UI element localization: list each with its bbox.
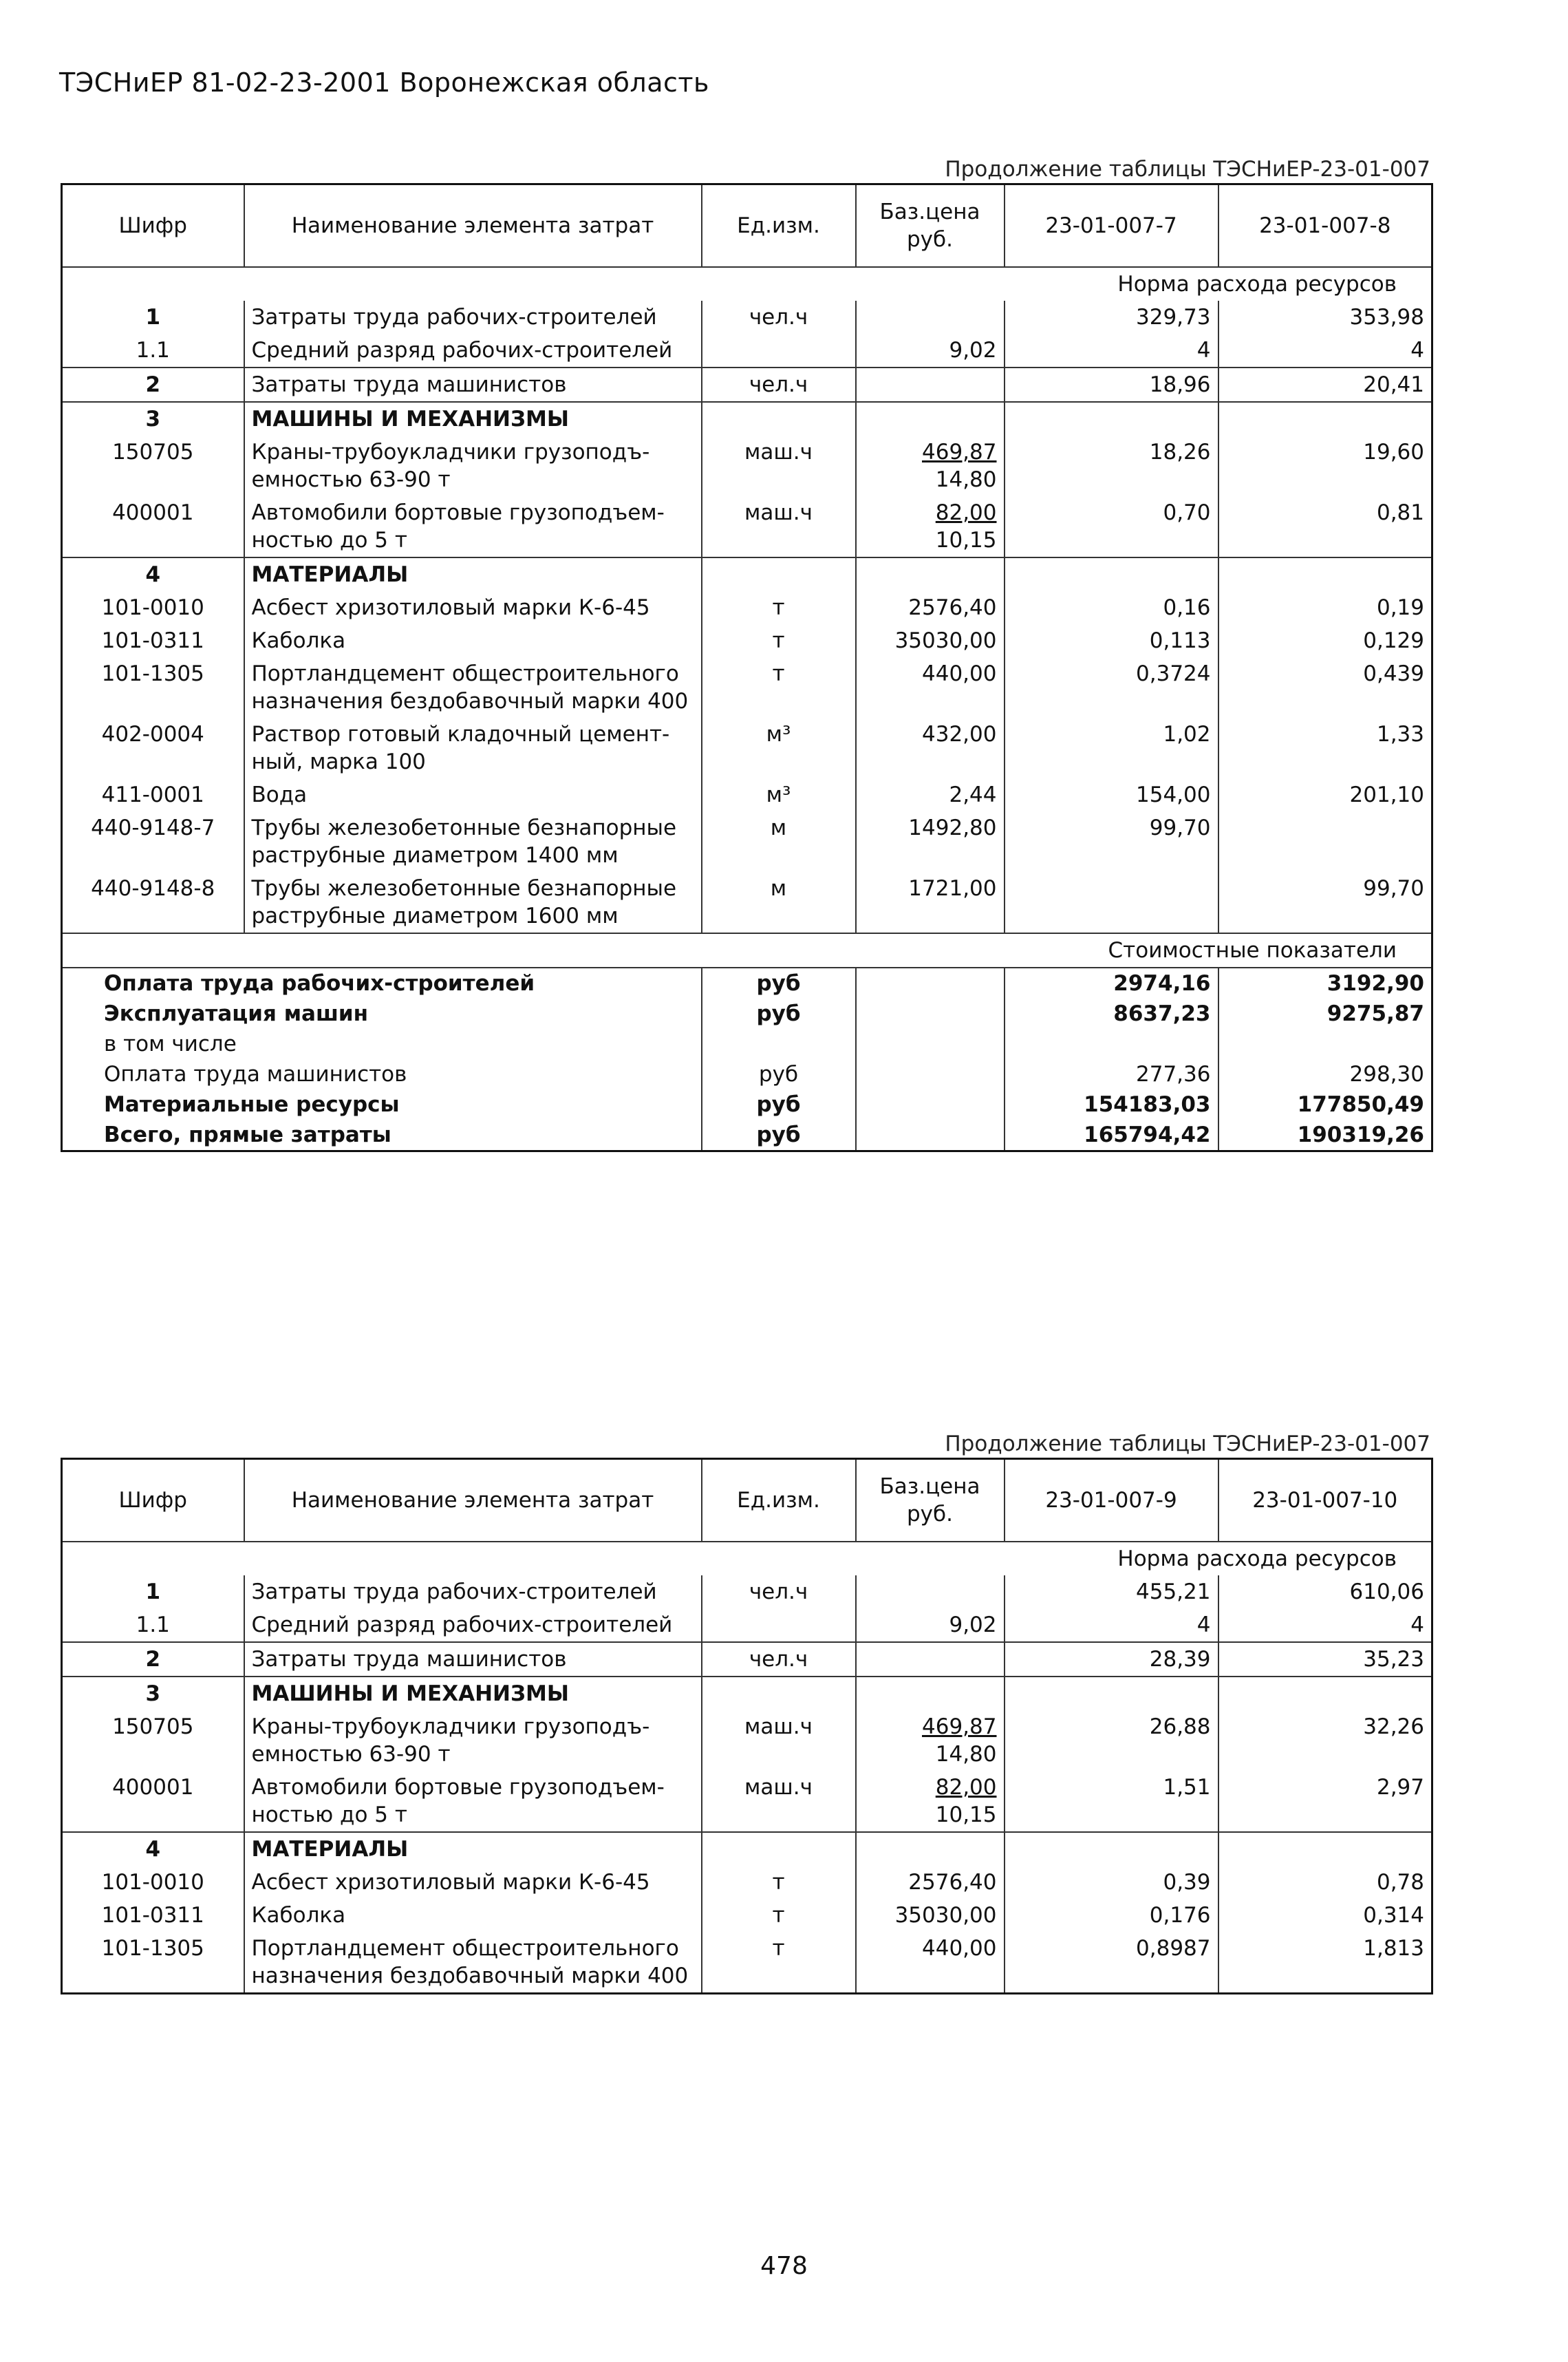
row-unit: маш.ч xyxy=(702,436,856,496)
row-unit xyxy=(702,1608,856,1642)
row-value-b: 32,26 xyxy=(1218,1710,1432,1771)
row-value-b: 2,97 xyxy=(1218,1771,1432,1832)
continuation-title-1: Продолжение таблицы ТЭСНиЕР-23-01-007 xyxy=(945,157,1430,182)
row-code: 2 xyxy=(62,1642,244,1677)
row-code: 411-0001 xyxy=(62,778,244,811)
row-price: 440,00 xyxy=(856,657,1005,718)
empty-cell xyxy=(856,1677,1005,1710)
row-unit: м³ xyxy=(702,778,856,811)
row-price xyxy=(856,436,1005,496)
row-value-b: 0,314 xyxy=(1218,1899,1432,1932)
total-label: Эксплуатация машин xyxy=(62,999,702,1029)
total-row xyxy=(62,1089,1432,1120)
empty-cell xyxy=(1218,557,1432,591)
row-code: 101-0010 xyxy=(62,591,244,624)
row-code: 101-0311 xyxy=(62,624,244,657)
row-value-b: 0,78 xyxy=(1218,1866,1432,1899)
col-header-b: 23-01-007-10 xyxy=(1218,1459,1432,1542)
row-unit xyxy=(702,334,856,368)
row-code: 400001 xyxy=(62,496,244,557)
row-code: 3 xyxy=(62,1677,244,1710)
row-code: 150705 xyxy=(62,1710,244,1771)
row-name: Затраты труда рабочих-строителей xyxy=(244,301,702,334)
price-wage: 10,15 xyxy=(935,528,997,553)
empty-cell xyxy=(702,1832,856,1866)
cost-label: Стоимостные показатели xyxy=(62,933,1432,968)
section-row xyxy=(62,1677,1432,1710)
col-header-code: Шифр xyxy=(62,184,244,268)
row-code: 3 xyxy=(62,402,244,436)
row-price: 9,02 xyxy=(856,334,1005,368)
row-unit: чел.ч xyxy=(702,1642,856,1677)
row-value-a: 4 xyxy=(1005,334,1218,368)
row-code: 101-1305 xyxy=(62,657,244,718)
row-unit: т xyxy=(702,624,856,657)
row-value-a: 4 xyxy=(1005,1608,1218,1642)
continuation-title-2: Продолжение таблицы ТЭСНиЕР-23-01-007 xyxy=(945,1432,1430,1456)
total-row xyxy=(62,1029,1432,1059)
section-title: МАШИНЫ И МЕХАНИЗМЫ xyxy=(244,402,702,436)
row-price xyxy=(856,1771,1005,1832)
row-name: Каболка xyxy=(244,624,702,657)
norma-label: Норма расхода ресурсов xyxy=(62,1542,1432,1575)
price-value: 82,00 xyxy=(935,500,997,525)
row-unit: т xyxy=(702,657,856,718)
table-row xyxy=(62,778,1432,811)
row-value-a: 0,3724 xyxy=(1005,657,1218,718)
row-value-b: 610,06 xyxy=(1218,1575,1432,1608)
row-unit: маш.ч xyxy=(702,1710,856,1771)
total-row xyxy=(62,968,1432,999)
table-row xyxy=(62,436,1432,496)
empty-cell xyxy=(1005,1677,1218,1710)
row-price xyxy=(856,1642,1005,1677)
total-value-b: 3192,90 xyxy=(1218,968,1432,999)
row-price xyxy=(856,496,1005,557)
row-unit: маш.ч xyxy=(702,496,856,557)
col-header-code: Шифр xyxy=(62,1459,244,1542)
total-value-b: 190319,26 xyxy=(1218,1120,1432,1151)
row-value-a: 18,26 xyxy=(1005,436,1218,496)
section-row xyxy=(62,402,1432,436)
row-unit: т xyxy=(702,1899,856,1932)
table-row xyxy=(62,1932,1432,1994)
cost-row xyxy=(62,933,1432,968)
section-title: МАТЕРИАЛЫ xyxy=(244,1832,702,1866)
row-value-a: 0,16 xyxy=(1005,591,1218,624)
row-value-a: 99,70 xyxy=(1005,811,1218,872)
table-body-1 xyxy=(62,267,1432,933)
total-value-a: 154183,03 xyxy=(1005,1089,1218,1120)
col-header-unit: Ед.изм. xyxy=(702,184,856,268)
row-value-b: 4 xyxy=(1218,334,1432,368)
table-row xyxy=(62,496,1432,557)
row-value-b: 0,129 xyxy=(1218,624,1432,657)
empty-cell xyxy=(856,1120,1005,1151)
empty-cell xyxy=(702,1677,856,1710)
total-value-a: 2974,16 xyxy=(1005,968,1218,999)
table-row xyxy=(62,1608,1432,1642)
empty-cell xyxy=(1218,402,1432,436)
price-wage: 14,80 xyxy=(935,1742,997,1767)
table-row xyxy=(62,334,1432,368)
col-header-name: Наименование элемента затрат xyxy=(244,184,702,268)
row-unit: маш.ч xyxy=(702,1771,856,1832)
row-name: Трубы железобетонные безнапорные раструбные диаметром 1400 мм xyxy=(244,811,702,872)
row-unit: м xyxy=(702,811,856,872)
total-label: Всего, прямые затраты xyxy=(62,1120,702,1151)
table-header-row xyxy=(62,184,1432,268)
empty-cell xyxy=(702,402,856,436)
empty-cell xyxy=(856,1029,1005,1059)
empty-cell xyxy=(856,968,1005,999)
row-code: 101-1305 xyxy=(62,1932,244,1994)
row-name: Автомобили бортовые грузоподъем-ностью до 5 т xyxy=(244,1771,702,1832)
row-value-a: 0,8987 xyxy=(1005,1932,1218,1994)
section-row xyxy=(62,1832,1432,1866)
row-name: Каболка xyxy=(244,1899,702,1932)
table-row xyxy=(62,624,1432,657)
empty-cell xyxy=(1218,1677,1432,1710)
table-row xyxy=(62,1866,1432,1899)
row-price xyxy=(856,1575,1005,1608)
row-value-a: 0,176 xyxy=(1005,1899,1218,1932)
row-price: 2,44 xyxy=(856,778,1005,811)
empty-cell xyxy=(856,999,1005,1029)
row-unit: чел.ч xyxy=(702,1575,856,1608)
totals-body-1 xyxy=(62,933,1432,1151)
row-value-a: 18,96 xyxy=(1005,368,1218,402)
table-row xyxy=(62,1899,1432,1932)
empty-cell xyxy=(856,1832,1005,1866)
price-value: 469,87 xyxy=(922,1714,997,1739)
table-row xyxy=(62,718,1432,778)
total-unit: руб xyxy=(702,968,856,999)
row-name: Раствор готовый кладочный цемент-ный, марка 100 xyxy=(244,718,702,778)
row-price: 1721,00 xyxy=(856,872,1005,933)
empty-cell xyxy=(702,557,856,591)
col-header-unit: Ед.изм. xyxy=(702,1459,856,1542)
row-value-a: 0,70 xyxy=(1005,496,1218,557)
row-code: 101-0311 xyxy=(62,1899,244,1932)
norma-row xyxy=(62,267,1432,301)
row-name: Портландцемент общестроительного назначения бездобавочный марки 400 xyxy=(244,1932,702,1994)
row-name: Затраты труда рабочих-строителей xyxy=(244,1575,702,1608)
table-row xyxy=(62,811,1432,872)
total-value-a xyxy=(1005,1029,1218,1059)
row-code: 4 xyxy=(62,557,244,591)
row-value-b: 4 xyxy=(1218,1608,1432,1642)
total-value-a: 277,36 xyxy=(1005,1059,1218,1089)
empty-cell xyxy=(856,1059,1005,1089)
page-header: ТЭСНиЕР 81-02-23-2001 Воронежская область xyxy=(59,67,709,98)
empty-cell xyxy=(856,402,1005,436)
total-label: Оплата труда машинистов xyxy=(62,1059,702,1089)
row-price: 9,02 xyxy=(856,1608,1005,1642)
total-unit xyxy=(702,1029,856,1059)
total-unit: руб xyxy=(702,1120,856,1151)
col-header-a: 23-01-007-7 xyxy=(1005,184,1218,268)
total-row xyxy=(62,1059,1432,1089)
row-code: 101-0010 xyxy=(62,1866,244,1899)
col-header-a: 23-01-007-9 xyxy=(1005,1459,1218,1542)
row-unit: чел.ч xyxy=(702,301,856,334)
norma-row xyxy=(62,1542,1432,1575)
row-value-a: 0,113 xyxy=(1005,624,1218,657)
row-value-a: 1,02 xyxy=(1005,718,1218,778)
row-value-a: 329,73 xyxy=(1005,301,1218,334)
row-value-b: 0,439 xyxy=(1218,657,1432,718)
row-value-b: 20,41 xyxy=(1218,368,1432,402)
row-name: Затраты труда машинистов xyxy=(244,368,702,402)
page-number: 478 xyxy=(760,2252,808,2280)
col-header-b: 23-01-007-8 xyxy=(1218,184,1432,268)
row-value-b: 99,70 xyxy=(1218,872,1432,933)
total-label: в том числе xyxy=(62,1029,702,1059)
row-value-a: 0,39 xyxy=(1005,1866,1218,1899)
section-row xyxy=(62,557,1432,591)
empty-cell xyxy=(856,557,1005,591)
row-code: 1.1 xyxy=(62,334,244,368)
empty-cell xyxy=(1005,557,1218,591)
row-value-b: 0,19 xyxy=(1218,591,1432,624)
row-code: 400001 xyxy=(62,1771,244,1832)
row-value-b xyxy=(1218,811,1432,872)
row-value-a: 28,39 xyxy=(1005,1642,1218,1677)
col-header-price: Баз.цена руб. xyxy=(856,1459,1005,1542)
row-value-b: 353,98 xyxy=(1218,301,1432,334)
row-value-b: 1,813 xyxy=(1218,1932,1432,1994)
total-value-b: 177850,49 xyxy=(1218,1089,1432,1120)
row-code: 1 xyxy=(62,1575,244,1608)
row-code: 150705 xyxy=(62,436,244,496)
table-row xyxy=(62,368,1432,402)
total-row xyxy=(62,1120,1432,1151)
row-value-b: 35,23 xyxy=(1218,1642,1432,1677)
row-price: 35030,00 xyxy=(856,624,1005,657)
row-value-b: 1,33 xyxy=(1218,718,1432,778)
table-row xyxy=(62,1710,1432,1771)
row-code: 440-9148-8 xyxy=(62,872,244,933)
row-unit: м xyxy=(702,872,856,933)
row-value-a: 26,88 xyxy=(1005,1710,1218,1771)
row-value-a: 154,00 xyxy=(1005,778,1218,811)
row-price: 440,00 xyxy=(856,1932,1005,1994)
row-name: Краны-трубоукладчики грузоподъ-емностью 63-90 т xyxy=(244,1710,702,1771)
row-unit: м³ xyxy=(702,718,856,778)
total-value-a: 165794,42 xyxy=(1005,1120,1218,1151)
row-price: 1492,80 xyxy=(856,811,1005,872)
row-name: Трубы железобетонные безнапорные раструбные диаметром 1600 мм xyxy=(244,872,702,933)
table-body-2 xyxy=(62,1542,1432,1994)
total-row xyxy=(62,999,1432,1029)
row-unit: т xyxy=(702,1866,856,1899)
table-header-row xyxy=(62,1459,1432,1542)
row-code: 440-9148-7 xyxy=(62,811,244,872)
row-code: 4 xyxy=(62,1832,244,1866)
row-unit: чел.ч xyxy=(702,368,856,402)
row-value-a xyxy=(1005,872,1218,933)
col-header-price: Баз.цена руб. xyxy=(856,184,1005,268)
table-row xyxy=(62,1771,1432,1832)
price-value: 82,00 xyxy=(935,1775,997,1800)
resource-table-2 xyxy=(61,1458,1433,1994)
table-row xyxy=(62,872,1432,933)
row-unit: т xyxy=(702,1932,856,1994)
row-price xyxy=(856,301,1005,334)
empty-cell xyxy=(856,1089,1005,1120)
table-row xyxy=(62,657,1432,718)
price-value: 469,87 xyxy=(922,440,997,465)
total-value-b xyxy=(1218,1029,1432,1059)
total-label: Оплата труда рабочих-строителей xyxy=(62,968,702,999)
table-row xyxy=(62,1642,1432,1677)
row-value-b: 201,10 xyxy=(1218,778,1432,811)
row-price: 2576,40 xyxy=(856,591,1005,624)
row-price: 2576,40 xyxy=(856,1866,1005,1899)
row-value-b: 0,81 xyxy=(1218,496,1432,557)
empty-cell xyxy=(1005,1832,1218,1866)
row-price: 432,00 xyxy=(856,718,1005,778)
total-unit: руб xyxy=(702,999,856,1029)
row-unit: т xyxy=(702,591,856,624)
total-unit: руб xyxy=(702,1089,856,1120)
total-label: Материальные ресурсы xyxy=(62,1089,702,1120)
row-name: Затраты труда машинистов xyxy=(244,1642,702,1677)
section-title: МАШИНЫ И МЕХАНИЗМЫ xyxy=(244,1677,702,1710)
row-price xyxy=(856,1710,1005,1771)
row-name: Средний разряд рабочих-строителей xyxy=(244,1608,702,1642)
row-value-b: 19,60 xyxy=(1218,436,1432,496)
row-value-a: 455,21 xyxy=(1005,1575,1218,1608)
total-value-b: 9275,87 xyxy=(1218,999,1432,1029)
row-price xyxy=(856,368,1005,402)
total-value-a: 8637,23 xyxy=(1005,999,1218,1029)
row-code: 402-0004 xyxy=(62,718,244,778)
row-name: Вода xyxy=(244,778,702,811)
row-price: 35030,00 xyxy=(856,1899,1005,1932)
table-row xyxy=(62,301,1432,334)
row-name: Портландцемент общестроительного назначения бездобавочный марки 400 xyxy=(244,657,702,718)
total-value-b: 298,30 xyxy=(1218,1059,1432,1089)
resource-table-1 xyxy=(61,183,1433,1152)
section-title: МАТЕРИАЛЫ xyxy=(244,557,702,591)
price-wage: 10,15 xyxy=(935,1802,997,1827)
row-code: 1.1 xyxy=(62,1608,244,1642)
empty-cell xyxy=(1218,1832,1432,1866)
row-value-a: 1,51 xyxy=(1005,1771,1218,1832)
table-row xyxy=(62,591,1432,624)
table-row xyxy=(62,1575,1432,1608)
total-unit: руб xyxy=(702,1059,856,1089)
row-name: Краны-трубоукладчики грузоподъ-емностью 63-90 т xyxy=(244,436,702,496)
norma-label: Норма расхода ресурсов xyxy=(62,267,1432,301)
empty-cell xyxy=(1005,402,1218,436)
row-code: 2 xyxy=(62,368,244,402)
row-name: Автомобили бортовые грузоподъем-ностью до 5 т xyxy=(244,496,702,557)
col-header-name: Наименование элемента затрат xyxy=(244,1459,702,1542)
row-name: Асбест хризотиловый марки К-6-45 xyxy=(244,1866,702,1899)
row-name: Средний разряд рабочих-строителей xyxy=(244,334,702,368)
row-name: Асбест хризотиловый марки К-6-45 xyxy=(244,591,702,624)
price-wage: 14,80 xyxy=(935,467,997,492)
row-code: 1 xyxy=(62,301,244,334)
